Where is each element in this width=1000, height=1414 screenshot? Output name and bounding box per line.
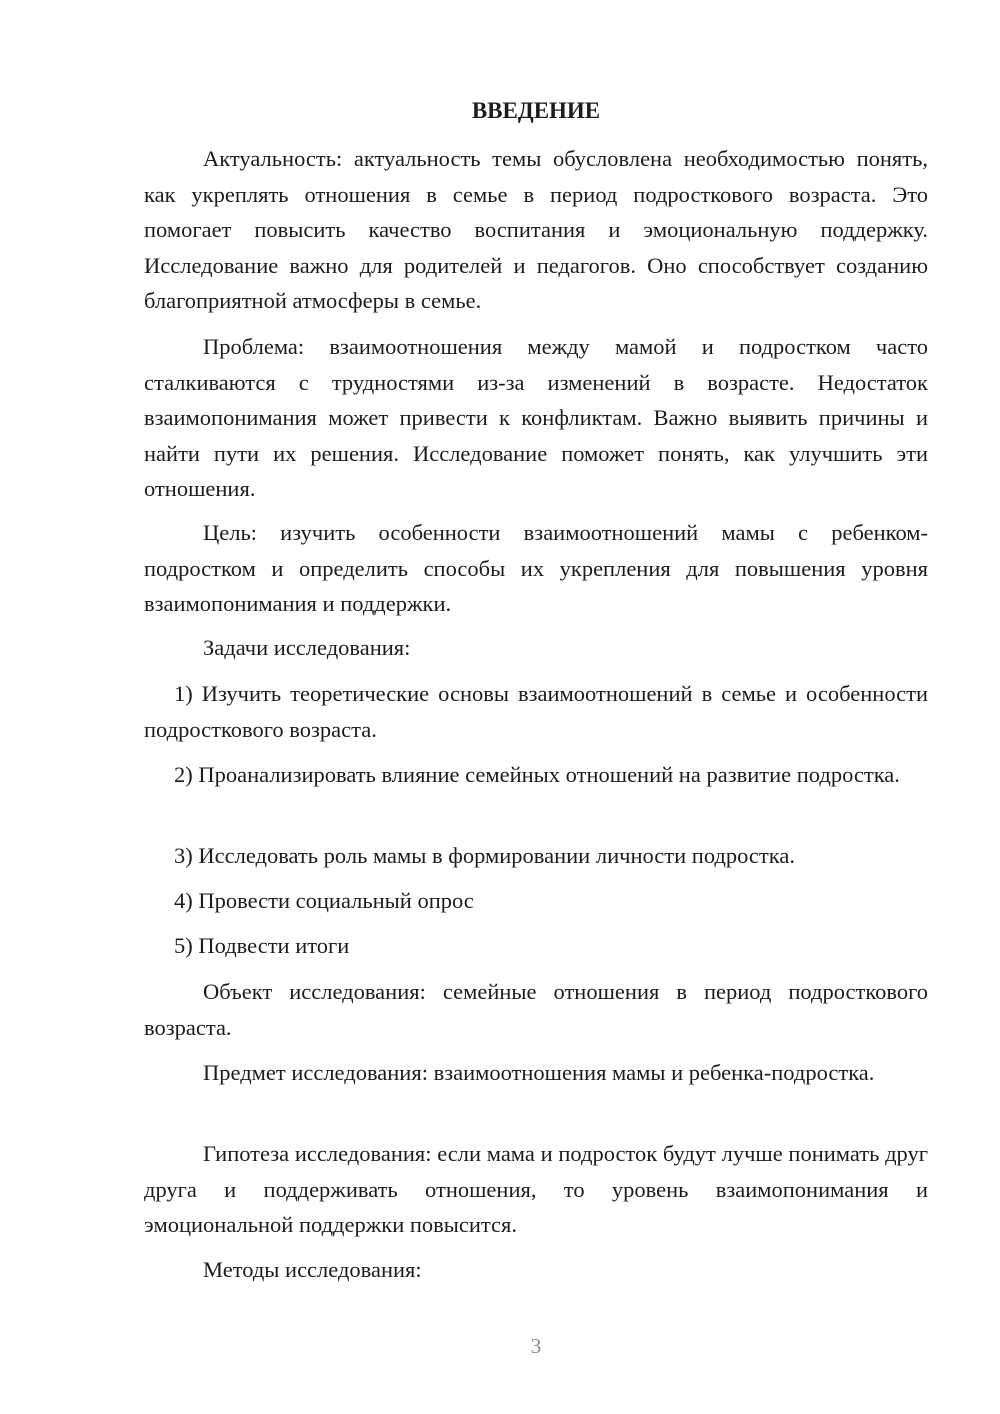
paragraph-relevance: Актуальность: актуальность темы обусловлена необходимостью понять, как укреплять отношения в семье в период подросткового возраста. Это помогает повысить качество воспитания и эмоциональную поддержку. Исследование важно для родителей и педагогов. Оно способствует созданию благоприятной атмосферы в семье. bbox=[144, 146, 928, 314]
paragraph-subject: Предмет исследования: взаимоотношения мамы и ребенка-подростка. bbox=[203, 1060, 875, 1085]
list-item-task-2: 2) Проанализировать влияние семейных отношений на развитие подростка. bbox=[174, 762, 900, 787]
paragraph-object: Объект исследования: семейные отношения в период подросткового возраста. bbox=[144, 979, 928, 1040]
list-item-task-5: 5) Подвести итоги bbox=[174, 933, 350, 958]
page-title: ВВЕДЕНИЕ bbox=[471, 98, 601, 123]
list-item-task-1: 1) Изучить теоретические основы взаимоотношений в семье и особенности подросткового возраста. bbox=[144, 681, 928, 742]
paragraph-tasks-heading: Задачи исследования: bbox=[203, 635, 411, 660]
list-item-task-3: 3) Исследовать роль мамы в формировании личности подростка. bbox=[174, 843, 795, 868]
paragraph-goal: Цель: изучить особенности взаимоотношений мамы с ребенком-подростком и определить способы их укрепления для повышения уровня взаимопонимания и поддержки. bbox=[144, 520, 928, 617]
paragraph-methods: Методы исследования: bbox=[203, 1257, 422, 1282]
page-number: 3 bbox=[530, 1334, 542, 1358]
list-item-task-4: 4) Провести социальный опрос bbox=[174, 888, 474, 913]
paragraph-problem: Проблема: взаимоотношения между мамой и подростком часто сталкиваются с трудностями из-за изменений в возрасте. Недостаток взаимопонимания может привести к конфликтам. Важно выявить причины и найти пути их решения. Исследование поможет понять, как улучшить эти отношения. bbox=[144, 334, 928, 502]
paragraph-hypothesis: Гипотеза исследования: если мама и подросток будут лучше понимать друг друга и поддерживать отношения, то уровень взаимопонимания и эмоциональной поддержки повысится. bbox=[144, 1141, 928, 1238]
